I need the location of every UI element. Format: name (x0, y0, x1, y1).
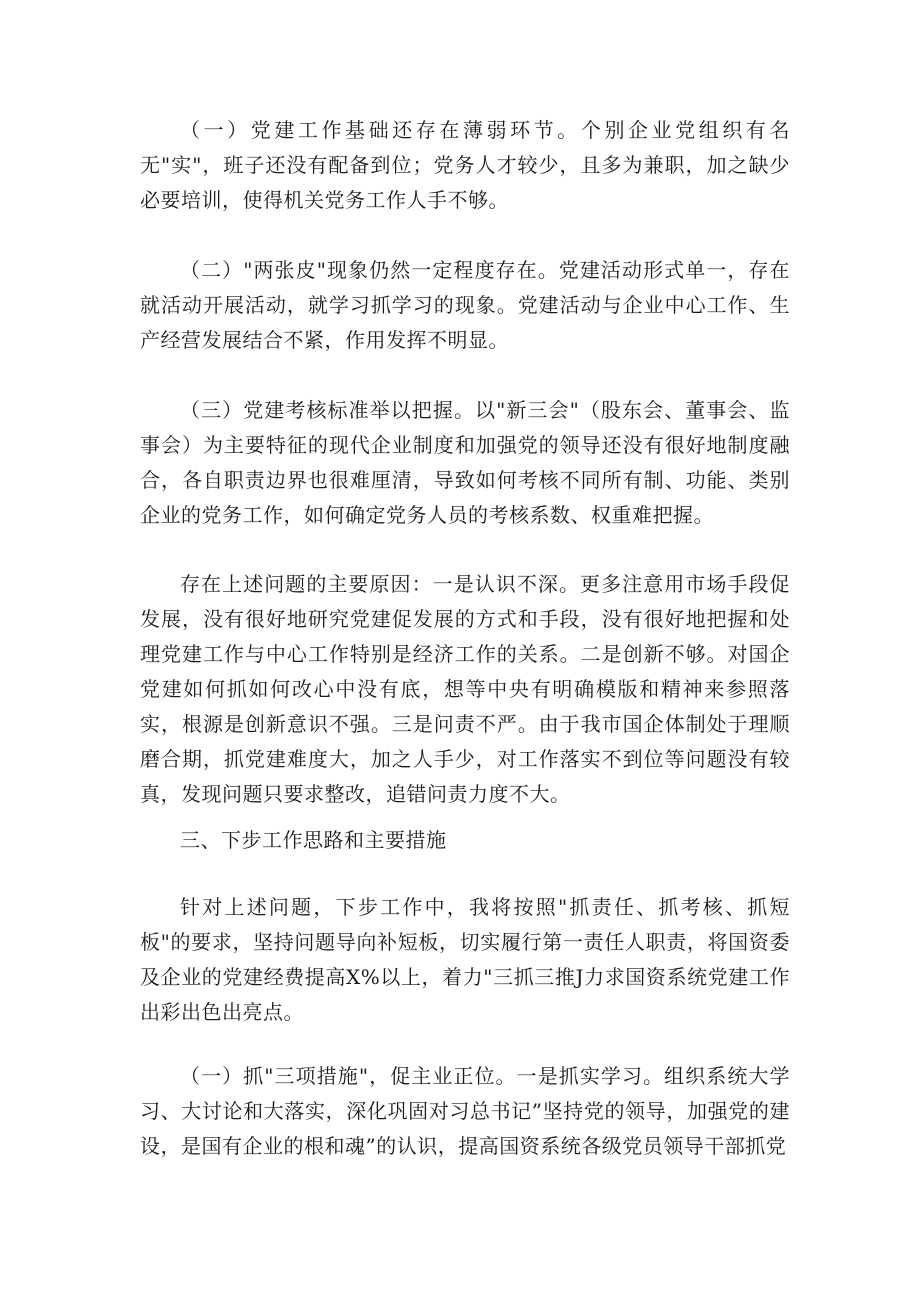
paragraph-assessment-standards: （三）党建考核标准举以把握。以"新三会"（股东会、董事会、监事会）为主要特征的现代企业制度和加强党的领导还没有很好地制度融合，各自职责边界也很难厘清，导致如何考核不同所有制、功能、类别企业的党务工作，如何确定党务人员的考核系数、权重难把握。 (140, 398, 790, 527)
paragraph-main-causes: 存在上述问题的主要原因：一是认识不深。更多注意用市场手段促发展，没有很好地研究党建促发展的方式和手段，没有很好地把握和处理党建工作与中心工作特别是经济工作的关系。二是创新不够。对国企党建如何抓如何改心中没有底，想等中央有明确模版和精神来参照落实，根源是创新意识不强。三是问责不严。由于我市国企体制处于理顺磨合期，抓党建难度大，加之人手少，对工作落实不到位等问题没有较真，发现问题只要求整改，追错问责力度不大。 (140, 572, 790, 806)
paragraph-three-measures: （一）抓"三项措施"，促主业正位。一是抓实学习。组织系统大学习、大讨论和大落实，深化巩固对习总书记”坚持党的领导，加强党的建设，是国有企业的根和魂”的认识，提高国资系统各级党员领导干部抓党 (140, 1064, 790, 1158)
section-heading-next-steps: 三、下步工作思路和主要措施 (180, 828, 447, 852)
paragraph-two-skins: （二）"两张皮"现象仍然一定程度存在。党建活动形式单一，存在就活动开展活动，就学习抓学习的现象。党建活动与企业中心工作、生产经营发展结合不紧，作用发挥不明显。 (140, 258, 790, 352)
paragraph-weak-foundation: （一）党建工作基础还存在薄弱环节。个别企业党组织有名无"实"，班子还没有配备到位；党务人才较少，且多为兼职，加之缺少必要培训，使得机关党务工作人手不够。 (140, 118, 790, 212)
paragraph-next-steps-intro: 针对上述问题，下步工作中，我将按照"抓责任、抓考核、抓短板"的要求，坚持问题导向补短板，切实履行第一责任人职责，将国资委及企业的党建经费提高X%以上，着力"三抓三推J力求国资系统党建工作出彩出色出亮点。 (140, 895, 790, 1024)
